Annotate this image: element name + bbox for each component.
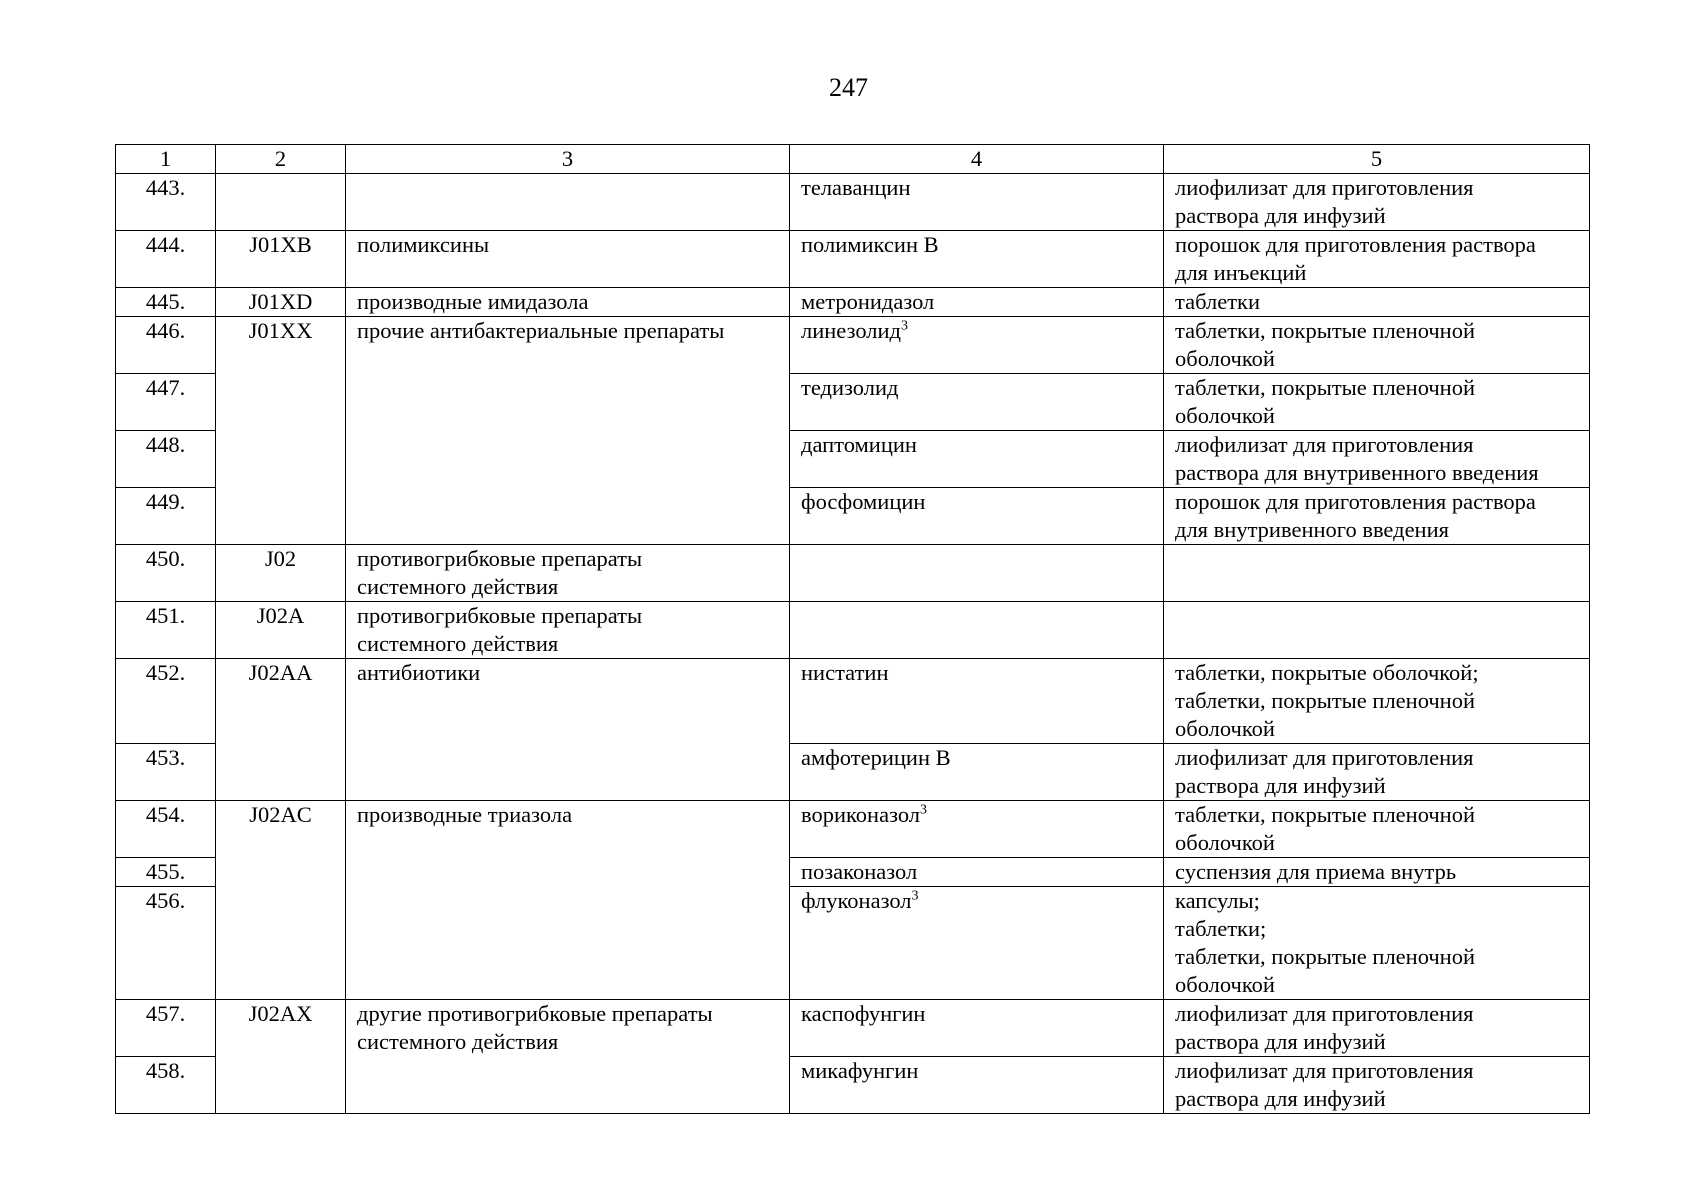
row-number: 455.: [116, 858, 216, 887]
table-row: [116, 317, 1590, 374]
row-number: 458.: [116, 1057, 216, 1114]
dosage-form-cell: [1164, 174, 1590, 231]
dosage-form-line: таблетки, покрытые пленочной: [1175, 688, 1476, 713]
page-number: 247: [829, 73, 868, 102]
drug-name: фосфомицин: [801, 489, 926, 514]
dosage-form-cell: [1164, 887, 1590, 1000]
row-number: 456.: [116, 887, 216, 1000]
drug-name: линезолид: [801, 318, 901, 343]
drug-name-cell: [790, 545, 1164, 602]
table-row: [116, 1000, 1590, 1057]
drug-name-cell: [790, 231, 1164, 288]
table-row: [116, 545, 1590, 602]
group-name-line: системного действия: [357, 574, 559, 599]
dosage-form-line: таблетки: [1175, 289, 1261, 314]
group-name-line: полимиксины: [357, 232, 490, 257]
group-name-line: прочие антибактериальные препараты: [357, 318, 725, 343]
drug-name: флуконазол: [801, 888, 912, 913]
group-name-line: другие противогрибковые препараты: [357, 1001, 713, 1026]
drug-name-cell: [790, 744, 1164, 801]
drug-name: нистатин: [801, 660, 889, 685]
row-number: 454.: [116, 801, 216, 858]
drug-name-cell: [790, 1057, 1164, 1114]
atc-code: J02A: [216, 602, 346, 659]
dosage-form-cell: [1164, 602, 1590, 659]
footnote-marker: 3: [911, 888, 919, 904]
dosage-form-line: порошок для приготовления раствора: [1175, 232, 1536, 257]
drug-name: микафунгин: [801, 1058, 919, 1083]
drug-name: полимиксин B: [801, 232, 939, 257]
group-name-line: системного действия: [357, 631, 559, 656]
column-header-3: 3: [346, 145, 790, 174]
group-name-line: системного действия: [357, 1029, 559, 1054]
dosage-form-cell: [1164, 317, 1590, 374]
atc-code: J01XX: [216, 317, 346, 545]
atc-code: J02: [216, 545, 346, 602]
row-number: 444.: [116, 231, 216, 288]
group-name-cell: [346, 801, 790, 1000]
dosage-form-line: раствора для инфузий: [1175, 1086, 1386, 1111]
drug-name-cell: [790, 1000, 1164, 1057]
group-name-line: противогрибковые препараты: [357, 603, 643, 628]
group-name-line: производные триазола: [357, 802, 573, 827]
row-number: 449.: [116, 488, 216, 545]
dosage-form-line: раствора для инфузий: [1175, 203, 1386, 228]
drug-name: даптомицин: [801, 432, 917, 457]
footnote-marker: 3: [901, 318, 908, 334]
row-number: 447.: [116, 374, 216, 431]
atc-code: J01XB: [216, 231, 346, 288]
group-name-cell: [346, 174, 790, 231]
drug-name: метронидазол: [801, 289, 935, 314]
dosage-form-line: таблетки, покрытые пленочной: [1175, 944, 1476, 969]
row-number: 453.: [116, 744, 216, 801]
dosage-form-line: таблетки, покрытые оболочкой;: [1175, 660, 1479, 685]
medication-table: [115, 144, 1590, 1114]
dosage-form-cell: [1164, 801, 1590, 858]
drug-name: амфотерицин B: [801, 745, 951, 770]
drug-name: позаконазол: [801, 859, 918, 884]
group-name-cell: [346, 545, 790, 602]
group-name-line: противогрибковые препараты: [357, 546, 643, 571]
group-name-cell: [346, 659, 790, 801]
dosage-form-line: таблетки, покрытые пленочной: [1175, 802, 1476, 827]
dosage-form-cell: [1164, 858, 1590, 887]
drug-name-cell: [790, 431, 1164, 488]
dosage-form-cell: [1164, 545, 1590, 602]
row-number: 446.: [116, 317, 216, 374]
group-name-line: антибиотики: [357, 660, 481, 685]
dosage-form-line: лиофилизат для приготовления: [1175, 1001, 1474, 1026]
dosage-form-line: раствора для внутривенного введения: [1175, 460, 1539, 485]
group-name-cell: [346, 288, 790, 317]
group-name-cell: [346, 602, 790, 659]
dosage-form-line: лиофилизат для приготовления: [1175, 745, 1474, 770]
dosage-form-cell: [1164, 231, 1590, 288]
atc-code: J01XD: [216, 288, 346, 317]
table-row: [116, 801, 1590, 858]
column-header-2: 2: [216, 145, 346, 174]
dosage-form-line: оболочкой: [1175, 830, 1275, 855]
row-number: 450.: [116, 545, 216, 602]
drug-name-cell: [790, 887, 1164, 1000]
dosage-form-cell: [1164, 1000, 1590, 1057]
drug-name-cell: [790, 659, 1164, 744]
drug-name-cell: [790, 488, 1164, 545]
dosage-form-line: капсулы;: [1175, 888, 1260, 913]
drug-name-cell: [790, 858, 1164, 887]
dosage-form-cell: [1164, 288, 1590, 317]
table-header-row: [116, 145, 1590, 174]
dosage-form-line: раствора для инфузий: [1175, 773, 1386, 798]
dosage-form-line: лиофилизат для приготовления: [1175, 432, 1474, 457]
dosage-form-line: таблетки;: [1175, 916, 1267, 941]
row-number: 443.: [116, 174, 216, 231]
row-number: 457.: [116, 1000, 216, 1057]
dosage-form-line: оболочкой: [1175, 403, 1275, 428]
footnote-marker: 3: [920, 802, 928, 818]
row-number: 451.: [116, 602, 216, 659]
drug-name: телаванцин: [801, 175, 911, 200]
dosage-form-line: раствора для инфузий: [1175, 1029, 1386, 1054]
row-number: 445.: [116, 288, 216, 317]
table-row: [116, 659, 1590, 744]
drug-name-cell: [790, 801, 1164, 858]
dosage-form-line: оболочкой: [1175, 716, 1275, 741]
group-name-line: производные имидазола: [357, 289, 589, 314]
dosage-form-cell: [1164, 488, 1590, 545]
group-name-cell: [346, 317, 790, 545]
column-header-5: 5: [1164, 145, 1590, 174]
atc-code-cell: [216, 174, 346, 231]
drug-name-cell: [790, 174, 1164, 231]
dosage-form-line: оболочкой: [1175, 346, 1275, 371]
drug-name-cell: [790, 374, 1164, 431]
dosage-form-line: для инъекций: [1175, 260, 1307, 285]
dosage-form-cell: [1164, 1057, 1590, 1114]
atc-code: J02AA: [216, 659, 346, 801]
row-number: 452.: [116, 659, 216, 744]
table-row: [116, 288, 1590, 317]
drug-name: каспофунгин: [801, 1001, 926, 1026]
dosage-form-cell: [1164, 374, 1590, 431]
group-name-cell: [346, 1000, 790, 1114]
atc-code: J02AC: [216, 801, 346, 1000]
column-header-1: 1: [116, 145, 216, 174]
column-header-4: 4: [790, 145, 1164, 174]
dosage-form-line: лиофилизат для приготовления: [1175, 175, 1474, 200]
row-number: 448.: [116, 431, 216, 488]
dosage-form-line: таблетки, покрытые пленочной: [1175, 318, 1476, 343]
dosage-form-line: суспензия для приема внутрь: [1175, 859, 1457, 884]
table-row: [116, 231, 1590, 288]
drug-name: вориконазол: [801, 802, 921, 827]
dosage-form-line: для внутривенного введения: [1175, 517, 1449, 542]
drug-name-cell: [790, 602, 1164, 659]
drug-name-cell: [790, 288, 1164, 317]
dosage-form-line: порошок для приготовления раствора: [1175, 489, 1536, 514]
table-row: [116, 602, 1590, 659]
dosage-form-line: оболочкой: [1175, 972, 1275, 997]
dosage-form-cell: [1164, 744, 1590, 801]
atc-code: J02AX: [216, 1000, 346, 1114]
dosage-form-cell: [1164, 659, 1590, 744]
drug-name: тедизолид: [801, 375, 899, 400]
group-name-cell: [346, 231, 790, 288]
dosage-form-cell: [1164, 431, 1590, 488]
dosage-form-line: лиофилизат для приготовления: [1175, 1058, 1474, 1083]
drug-name-cell: [790, 317, 1164, 374]
dosage-form-line: таблетки, покрытые пленочной: [1175, 375, 1476, 400]
table-row: [116, 174, 1590, 231]
